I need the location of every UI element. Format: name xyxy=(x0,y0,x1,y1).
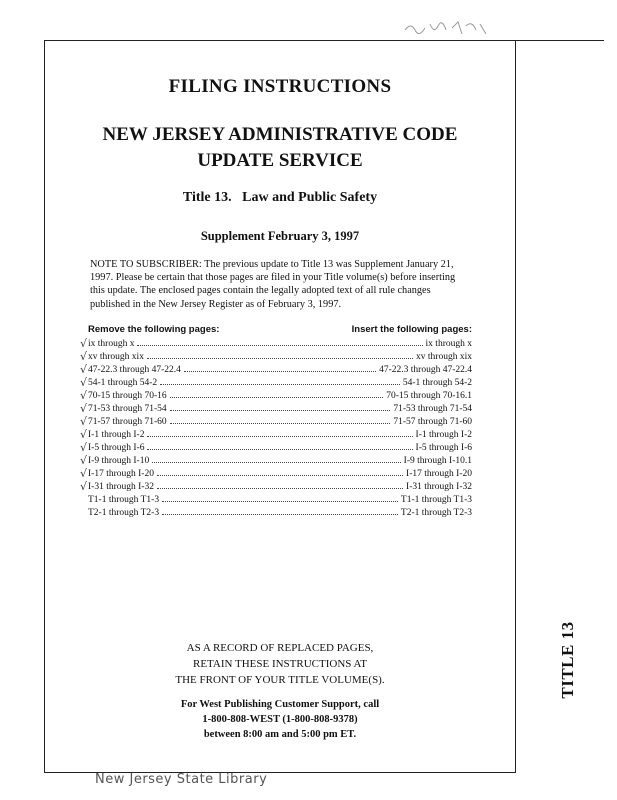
table-row xyxy=(80,350,472,363)
record-line3: THE FRONT OF YOUR TITLE VOLUME(S). xyxy=(175,674,385,686)
insert-pages: I-17 through I-20 xyxy=(406,469,472,479)
insert-pages: I-5 through I-6 xyxy=(415,443,472,453)
record-line2: RETAIN THESE INSTRUCTIONS AT xyxy=(192,658,367,670)
table-row xyxy=(88,493,472,506)
dot-leader xyxy=(157,480,403,489)
checkmark-icon: √ xyxy=(80,376,88,389)
remove-pages: xv through xix xyxy=(88,352,144,362)
title-line: Title 13. Law and Public Safety xyxy=(182,190,378,205)
checkmark-icon: √ xyxy=(80,480,88,493)
remove-pages: 47-22.3 through 47-22.4 xyxy=(88,365,181,375)
insert-pages: 70-15 through 70-16.1 xyxy=(386,391,472,401)
table-row xyxy=(80,389,472,402)
table-row xyxy=(80,337,472,350)
dot-leader xyxy=(162,506,398,515)
dot-leader xyxy=(147,350,413,359)
remove-pages: 71-57 through 71-60 xyxy=(88,417,167,427)
subtitle-line2: UPDATE SERVICE xyxy=(197,150,363,171)
checkmark-icon: √ xyxy=(80,415,88,428)
supplement-date: Supplement February 3, 1997 xyxy=(200,229,360,243)
table-row xyxy=(88,506,472,519)
table-row xyxy=(80,441,472,454)
library-stamp: New Jersey State Library xyxy=(95,772,268,787)
dot-leader xyxy=(184,363,376,372)
insert-pages: 47-22.3 through 47-22.4 xyxy=(379,365,472,375)
insert-header: Insert the following pages: xyxy=(351,324,472,335)
table-row xyxy=(80,480,472,493)
table-row xyxy=(80,428,472,441)
checkmark-icon: √ xyxy=(80,467,88,480)
dot-leader xyxy=(170,389,384,398)
insert-pages: T1-1 through T1-3 xyxy=(400,495,472,505)
dot-leader xyxy=(170,415,391,424)
insert-pages: xv through xix xyxy=(416,352,472,362)
remove-pages: 70-15 through 70-16 xyxy=(88,391,167,401)
support-line1: For West Publishing Customer Support, call xyxy=(180,699,380,710)
insert-pages: I-1 through I-2 xyxy=(415,430,472,440)
remove-pages: 71-53 through 71-54 xyxy=(88,404,167,414)
checkmark-icon: √ xyxy=(80,350,88,363)
insert-pages: T2-1 through T2-3 xyxy=(400,508,472,518)
page-title: FILING INSTRUCTIONS xyxy=(168,76,392,97)
insert-pages: I-9 through I-10.1 xyxy=(403,456,472,466)
insert-pages: 54-1 through 54-2 xyxy=(402,378,472,388)
support-line2: 1-800-808-WEST (1-800-808-9378) xyxy=(202,714,358,725)
remove-pages: I-1 through I-2 xyxy=(88,430,145,440)
insert-pages: 71-57 through 71-60 xyxy=(393,417,472,427)
tab-label: TITLE 13 xyxy=(558,621,577,699)
subscriber-note: NOTE TO SUBSCRIBER: The previous update to Title 13 was Supplement January 21, 1997. Please be certain that those pages are filed in your Title volume(s) before inserting this update. The enclosed pages contain the legally adopted text of all rule changes published in the New Jersey Register as of February 3, 1997. xyxy=(90,259,456,310)
record-notice xyxy=(44,640,516,688)
support-line3: between 8:00 am and 5:00 pm ET. xyxy=(203,729,357,740)
insert-pages: 71-53 through 71-54 xyxy=(393,404,472,414)
remove-pages: T2-1 through T2-3 xyxy=(88,508,160,518)
remove-header: Remove the following pages: xyxy=(88,324,220,335)
checkmark-icon: √ xyxy=(80,428,88,441)
insert-pages: I-31 through I-32 xyxy=(406,482,472,492)
dot-leader xyxy=(152,454,400,463)
dot-leader xyxy=(162,493,398,502)
dot-leader xyxy=(137,337,422,346)
record-line1: AS A RECORD OF REPLACED PAGES, xyxy=(186,642,374,654)
customer-support xyxy=(44,697,516,742)
checkmark-icon: √ xyxy=(80,337,88,350)
checkmark-icon: √ xyxy=(80,363,88,376)
checkmark-icon: √ xyxy=(80,389,88,402)
remove-pages: I-9 through I-10 xyxy=(88,456,150,466)
dot-leader xyxy=(170,402,391,411)
remove-pages: I-31 through I-32 xyxy=(88,482,154,492)
remove-pages: T1-1 through T1-3 xyxy=(88,495,160,505)
checkmark-icon: √ xyxy=(80,402,88,415)
checkmark-icon: √ xyxy=(80,441,88,454)
list-rows xyxy=(80,337,472,519)
subtitle-line1: NEW JERSEY ADMINISTRATIVE CODE xyxy=(102,124,458,145)
page-list xyxy=(80,324,472,519)
dot-leader xyxy=(147,441,412,450)
remove-pages: I-5 through I-6 xyxy=(88,443,145,453)
dot-leader xyxy=(160,376,400,385)
dot-leader xyxy=(157,467,403,476)
table-row xyxy=(80,402,472,415)
dot-leader xyxy=(147,428,412,437)
table-row xyxy=(80,363,472,376)
table-row xyxy=(80,454,472,467)
handwritten-mark xyxy=(400,18,500,40)
remove-pages: ix through x xyxy=(88,339,135,349)
remove-pages: 54-1 through 54-2 xyxy=(88,378,158,388)
table-row xyxy=(80,376,472,389)
table-row xyxy=(80,415,472,428)
remove-pages: I-17 through I-20 xyxy=(88,469,154,479)
table-row xyxy=(80,467,472,480)
insert-pages: ix through x xyxy=(425,339,472,349)
checkmark-icon: √ xyxy=(80,454,88,467)
list-header xyxy=(88,324,472,335)
